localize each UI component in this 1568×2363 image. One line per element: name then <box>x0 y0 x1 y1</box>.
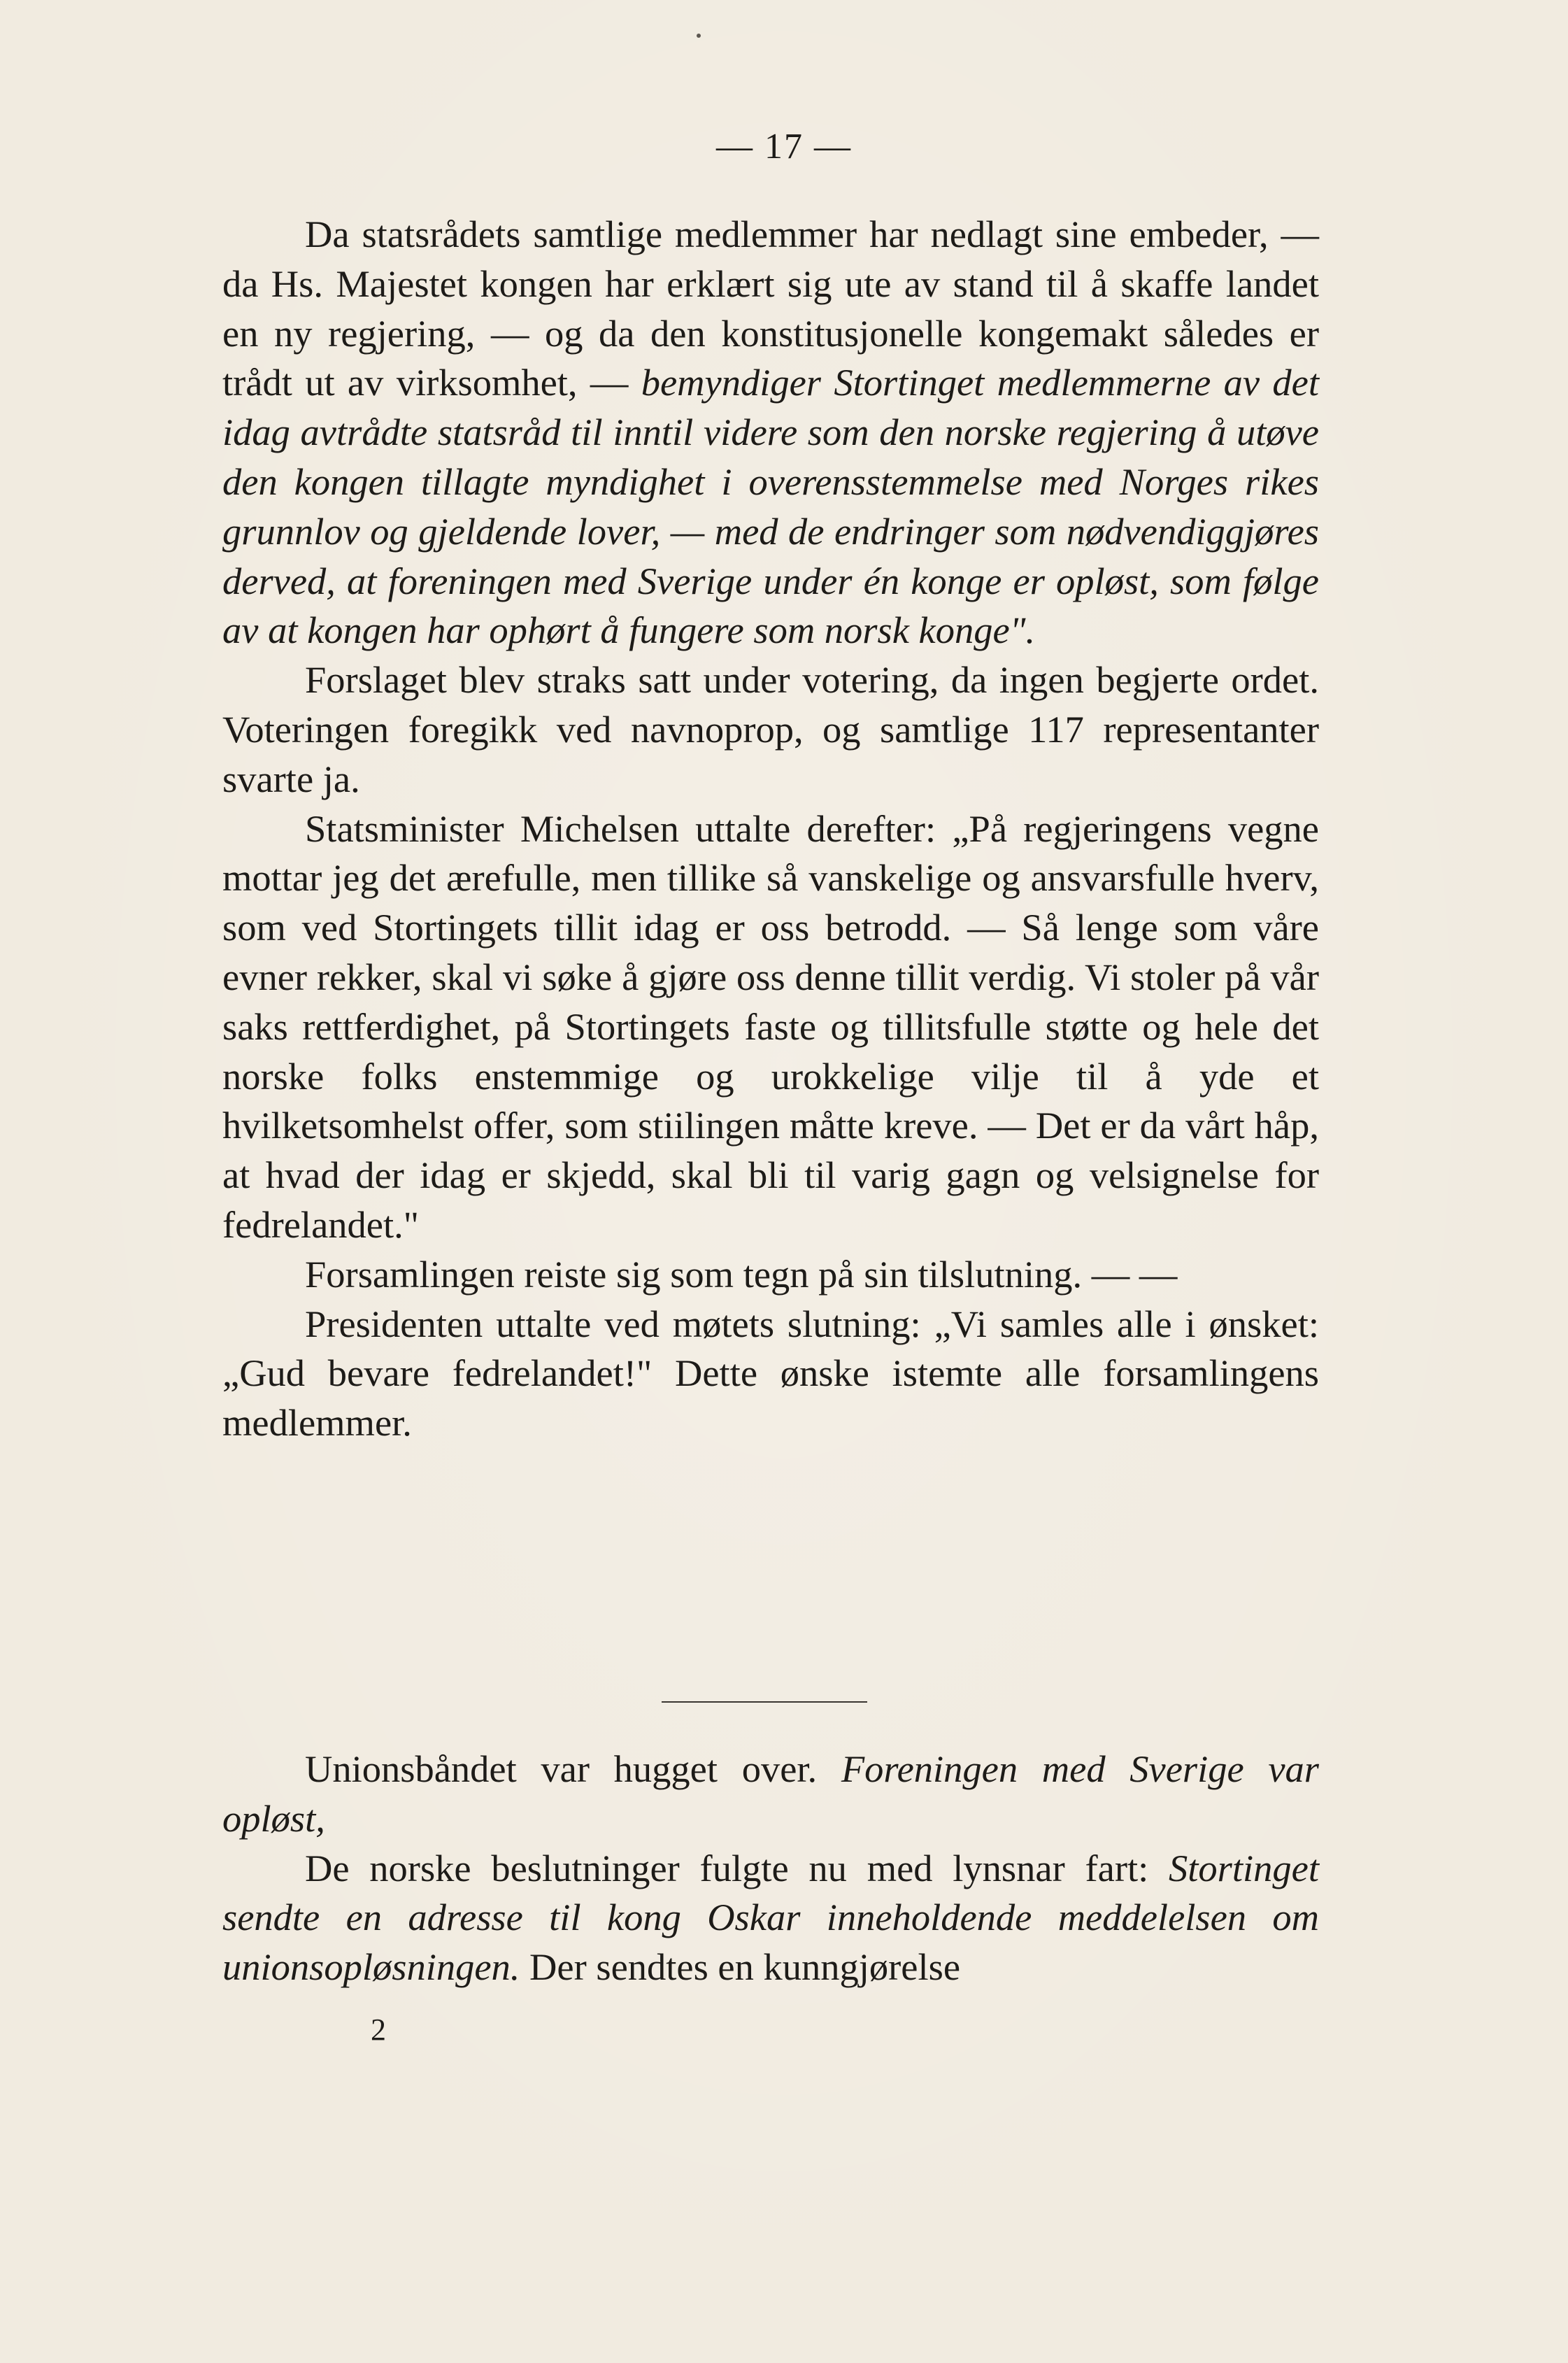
text-span: Statsminister Michelsen uttalte derefter: „På regjeringens vegne mottar jeg det ærefulle, men tillike så vanskelige og ansvarsfulle hverv, som ved Stortingets tillit idag er oss betrodd. — Så lenge som våre evner rekker, skal vi søke å gjøre oss denne tillit verdig. Vi stoler på vår saks rettferdighet, på Stortingets faste og tillitsfulle støtte og hele det norske folks enstemmige og urokkelige vilje til å yde et hvilketsomhelst offer, som stiilingen måtte kreve. — Det er da vårt håp, at hvad der idag er skjedd, skal bli til varig gagn og velsignelse for fedrelandet." <box>222 807 1319 1246</box>
text-span: Da statsrådets samtlige medlemmer har nedlagt sine embeder, — da Hs. Majestet kongen har erklært sig ute av stand til å skaffe landet en ny regjering, — og da den konstitusjonelle kongemakt således er trådt ut av virksomhet, — <box>222 213 1319 404</box>
text-span: Der sendtes en kunngjørelse <box>520 1945 961 1989</box>
paragraph <box>222 1844 1319 1992</box>
signature-mark: 2 <box>371 2013 386 2047</box>
body-text-bottom <box>222 1745 1319 1992</box>
body-text-top <box>222 210 1319 1448</box>
paragraph <box>222 1300 1319 1448</box>
paragraph <box>222 1745 1319 1844</box>
print-speck <box>697 34 701 38</box>
text-span: Presidenten uttalte ved møtets slutning: „Vi samles alle i ønsket: „Gud bevare fedrelandet!" Dette ønske istemte alle forsamlingens medlemmer. <box>222 1302 1319 1445</box>
paragraph <box>222 210 1319 655</box>
text-span: Forslaget blev straks satt under votering, da ingen begjerte ordet. Voteringen foregikk ved navnoprop, og samtlige 117 representanter svarte ja. <box>222 658 1319 800</box>
section-divider <box>662 1701 867 1703</box>
paragraph <box>222 655 1319 804</box>
paragraph <box>222 804 1319 1250</box>
paragraph <box>222 1250 1319 1300</box>
italic-text-span: Foreningen med Sverige var opløst, <box>222 1747 1320 1840</box>
text-span: Forsamlingen reiste sig som tegn på sin tilslutning. — — <box>305 1252 1178 1296</box>
text-span: Unionsbåndet var hugget over. <box>305 1747 841 1790</box>
page-number: — 17 — <box>716 127 852 166</box>
italic-text-span: Stortinget sendte en adresse til kong Oskar inneholdende meddelelsen om unionsopløsningen. <box>222 1846 1319 1989</box>
text-span: De norske beslutninger fulgte nu med lynsnar fart: <box>305 1846 1169 1889</box>
italic-text-span: bemyndiger Stortinget medlemmerne av det idag avtrådte statsråd til inntil videre som den norske regjering å utøve den kongen tillagte myndighet i overensstemmelse med Norges rikes grunnlov og gjeldende lover, — med de endringer som nødvendiggjøres derved, at foreningen med Sverige under én konge er opløst, som følge av at kongen har ophørt å fungere som norsk konge". <box>222 361 1319 652</box>
